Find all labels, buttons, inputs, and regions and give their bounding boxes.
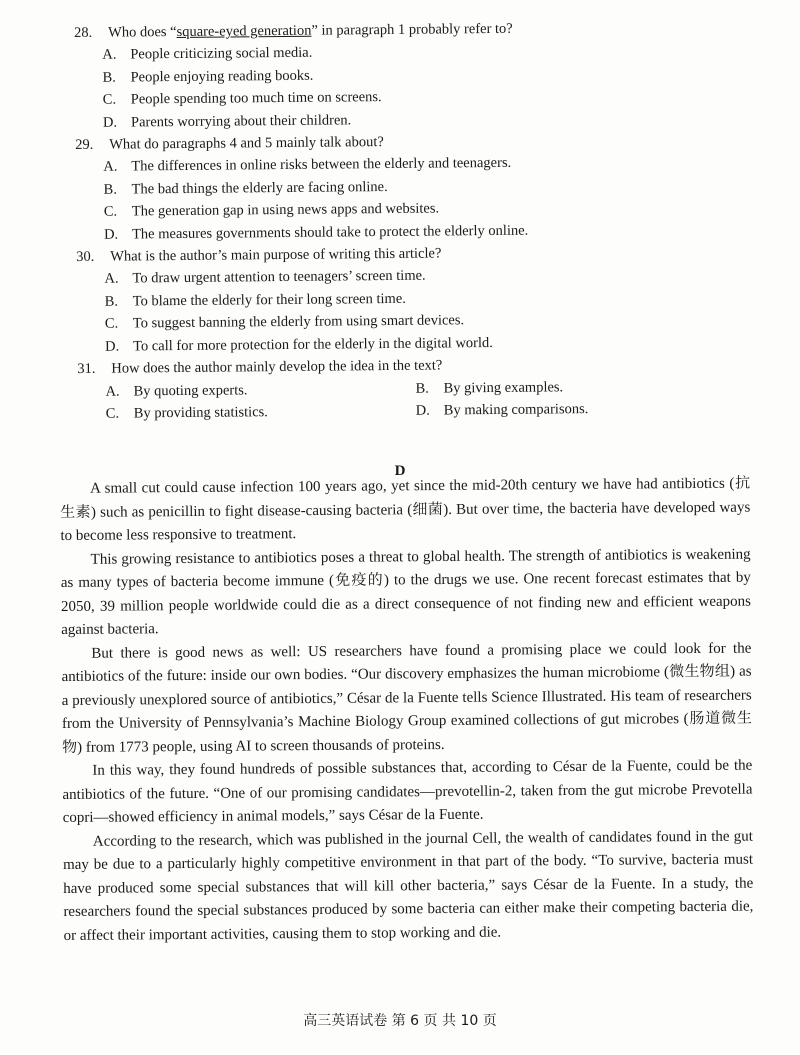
option-text: By quoting experts.	[133, 381, 248, 399]
option-letter: A.	[105, 383, 120, 400]
option-c	[106, 400, 416, 425]
question-28	[74, 15, 755, 134]
option-letter: D.	[415, 402, 430, 419]
question-31	[77, 352, 758, 426]
option-letter: B.	[103, 181, 117, 198]
section-title: D	[394, 463, 406, 479]
option-text: People spending too much time on screens.	[130, 89, 382, 108]
option-text: To draw urgent attention to teenagers’ screen time.	[132, 268, 426, 287]
option-d	[416, 397, 716, 422]
question-block	[74, 15, 758, 425]
stem-part: ” in paragraph 1 probably refer to?	[311, 20, 513, 39]
question-30	[76, 240, 757, 359]
option-letter: B.	[104, 293, 119, 310]
option-text: By giving examples.	[443, 378, 564, 396]
option-text: The generation gap in using news apps and websites.	[131, 200, 440, 220]
option-text: To blame the elderly for their long screen time.	[132, 290, 406, 310]
reading-passage	[60, 473, 754, 948]
question-number: 28.	[74, 24, 93, 41]
option-letter: B.	[415, 380, 429, 397]
underlined-phrase: square-eyed generation	[176, 22, 312, 41]
option-letter: B.	[102, 69, 116, 86]
option-text: The differences in online risks between the elderly and teenagers.	[131, 155, 512, 175]
question-number: 29.	[75, 136, 94, 154]
page-footer: 高三英语试卷 第 6 页 共 10 页	[303, 1013, 497, 1029]
passage-paragraph-5: According to the research, which was published in the journal Cell, the wealth of candidates found in the gut may be due to a particularly highly competitive environment in that part of the body. “To survive, bacteria must have produced some special substances that will kill other bacteria,” says César de la Fuente. In a study, the researchers found the special substances produced by some bacteria can either make their competing bacteria die, or affect their important activities, causing them to stop working and die.	[62, 828, 754, 944]
option-text: The measures governments should take to protect the elderly online.	[131, 222, 529, 243]
option-grid	[77, 374, 757, 425]
option-letter: C.	[104, 315, 119, 332]
question-text: What is the author’s main purpose of writing this article?	[110, 245, 442, 265]
option-letter: D.	[102, 114, 118, 131]
option-letter: C.	[102, 91, 117, 108]
question-number: 31.	[77, 360, 96, 378]
question-number: 30.	[76, 248, 95, 266]
option-letter: A.	[104, 271, 119, 288]
option-text: The bad things the elderly are facing online.	[131, 178, 388, 198]
option-text: People enjoying reading books.	[130, 67, 314, 86]
option-text: To call for more protection for the elderly in the digital world.	[133, 334, 493, 355]
option-text: By making comparisons.	[443, 400, 589, 419]
option-letter: D.	[105, 338, 120, 355]
option-text: Parents worrying about their children.	[130, 111, 352, 131]
option-text: People criticizing social media.	[130, 45, 313, 63]
option-a	[105, 377, 415, 402]
passage-paragraph-2: This growing resistance to antibiotics poses a threat to global health. The strength of antibiotics is weakening as many types of bacteria become immune (免疫的) to the drugs we use. One recent forecast estimates that by 2050, 39 million people worldwide could die as a direct consequence of not finding new and efficient weapons against bacteria.	[60, 546, 752, 638]
stem-part: Who does “	[108, 24, 177, 41]
option-letter: C.	[105, 405, 120, 422]
option-letter: A.	[102, 47, 117, 64]
question-text: What do paragraphs 4 and 5 mainly talk about?	[109, 134, 384, 153]
option-letter: C.	[103, 203, 118, 220]
question-29	[75, 127, 756, 246]
option-text: By providing statistics.	[133, 404, 268, 422]
option-letter: D.	[103, 226, 119, 243]
passage-paragraph-1: A small cut could cause infection 100 years ago, yet since the mid-20th century we have had antibiotics (抗生素) such as penicillin to fight disease-causing bacteria (细菌). But over time, the bacteria have developed ways to become less responsive to treatment.	[60, 475, 751, 544]
question-text	[108, 18, 513, 44]
option-b	[415, 374, 715, 399]
option-letter: A.	[103, 159, 118, 176]
question-text: How does the author mainly develop the idea in the text?	[111, 357, 443, 377]
passage-paragraph-3: But there is good news as well: US researchers have found a promising place we could look for the antibiotics of the future: inside our own bodies. “Our discovery emphasizes the human microbiome (微生物组) as a previously unexplored source of antibiotics,” César de la Fuente tells Science Illustrated. His team of researchers from the University of Pennsylvania’s Machine Biology Group examined collections of gut microbes (肠道微生物) from 1773 people, using AI to screen thousands of proteins.	[61, 640, 752, 756]
option-text: To suggest banning the elderly from using smart devices.	[132, 312, 465, 332]
passage-paragraph-4: In this way, they found hundreds of possible substances that, according to César de la Fuente, could be the antibiotics of the future. “One of our promising candidates—prevotellin-2, taken from the gut microbe Prevotella copri—showed efficiency in animal models,” says César de la Fuente.	[62, 757, 753, 826]
